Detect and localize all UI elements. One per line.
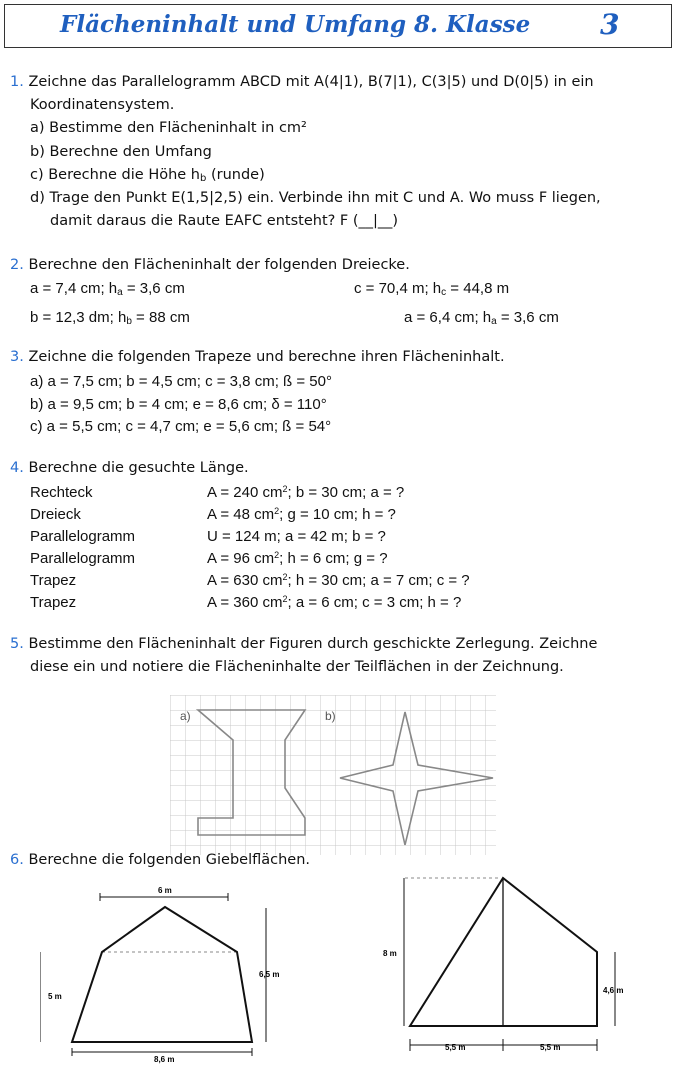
dim-left-label: 5 m (48, 992, 62, 1001)
dim-bottom-label: 8,6 m (154, 1055, 175, 1064)
task4-given-1: A = 48 $cm^2$; g = 10 cm; h = ? (207, 506, 396, 523)
dim-height-label: 8 m (383, 949, 397, 958)
task4-shape-4: Trapez (30, 572, 77, 589)
task3-number: 3. (10, 349, 24, 365)
task4-given-4: A = 630 $cm^2$; h = 30 cm; a = 7 cm; c = ? (207, 572, 470, 589)
task5-number: 5. (10, 636, 24, 652)
dim-bottom-right-label: 5,5 m (540, 1043, 561, 1052)
task4-given-0: A = 240 $cm^2$; b = 30 cm; a = ? (207, 484, 405, 501)
task3-c: c) a = 5,5 cm; c = 4,7 cm; e = 5,6 cm; ß = 54° (30, 418, 332, 435)
task4-heading: 4. Berechne die gesuchte Länge. (10, 460, 249, 476)
task4-number: 4. (10, 460, 24, 476)
task2-row1-left: a = 7,4 cm; $h_a = 3,6$ cm (30, 280, 185, 298)
task4-shape-0: Rechteck (30, 484, 93, 501)
label-a: a) (180, 709, 191, 723)
gable-figure-2 (375, 870, 635, 1068)
task4-shape-2: Parallelogramm (30, 528, 136, 545)
task3-heading: 3. Zeichne die folgenden Trapeze und berechne ihren Flächeninhalt. (10, 349, 505, 365)
task1-b: b) Berechne den Umfang (30, 144, 212, 160)
gable-shape-1 (72, 907, 252, 1042)
task5-line1: 5. Bestimme den Flächeninhalt der Figuren durch geschickte Zerlegung. Zeichne (10, 636, 598, 652)
task2-number: 2. (10, 257, 24, 273)
task1-number: 1. (10, 74, 24, 90)
gable-figure-1 (40, 880, 290, 1068)
task1-d2: damit daraus die Raute EAFC entsteht? F (__|__) (50, 213, 399, 229)
task5-grid-figure (170, 695, 496, 855)
sheet-number: 3 (600, 8, 620, 41)
task3-a: a) a = 7,5 cm; b = 4,5 cm; c = 3,8 cm; ß = 50° (30, 373, 332, 390)
task4-shape-5: Trapez (30, 594, 77, 611)
dim-top-label: 6 m (158, 886, 172, 895)
task1-a: a) Bestimme den Flächeninhalt in cm² (30, 120, 307, 136)
task4-shape-3: Parallelogramm (30, 550, 136, 567)
task4-given-5: A = 360 $cm^2$; a = 6 cm; c = 3 cm; h = ? (207, 594, 462, 611)
task1-line2: Koordinatensystem. (30, 97, 175, 113)
task1-line1: 1. Zeichne das Parallelogramm ABCD mit A(4|1), B(7|1), C(3|5) und D(0|5) in ein (10, 74, 594, 90)
task1-c: c) Berechne die Höhe $h_b$ (runde) (30, 167, 265, 184)
task4-given-3: A = 96 $cm^2$; h = 6 cm; g = ? (207, 550, 388, 567)
task5-line2: diese ein und notiere die Flächeninhalte der Teilflächen in der Zeichnung. (30, 659, 564, 675)
task4-given-2: U = 124 m; a = 42 m; b = ? (207, 528, 386, 545)
task2-row1-right: c = 70,4 m; $h_c = 44,8$ m (354, 280, 510, 298)
task2-heading: 2. Berechne den Flächeninhalt der folgenden Dreiecke. (10, 257, 410, 273)
page-title: Flächeninhalt und Umfang 8. Klasse (60, 11, 531, 38)
task6-heading: 6. Berechne die folgenden Giebelflächen. (10, 852, 311, 868)
task2-row2-left: b = 12,3 dm; $h_b = 88$ cm (30, 309, 190, 327)
dim-right-label: 6,5 m (259, 970, 280, 979)
task6-number: 6. (10, 852, 24, 868)
task2-row2-right: a = 6,4 cm; $h_a = 3,6$ cm (404, 309, 559, 327)
dim-right-label: 4,6 m (603, 986, 624, 995)
task4-shape-1: Dreieck (30, 506, 81, 523)
task3-b: b) a = 9,5 cm; b = 4 cm; e = 8,6 cm; δ = 110° (30, 396, 327, 413)
label-b: b) (325, 709, 336, 723)
task1-d1: d) Trage den Punkt E(1,5|2,5) ein. Verbinde ihn mit C und A. Wo muss F liegen, (30, 190, 601, 206)
dim-bottom-left-label: 5,5 m (445, 1043, 466, 1052)
